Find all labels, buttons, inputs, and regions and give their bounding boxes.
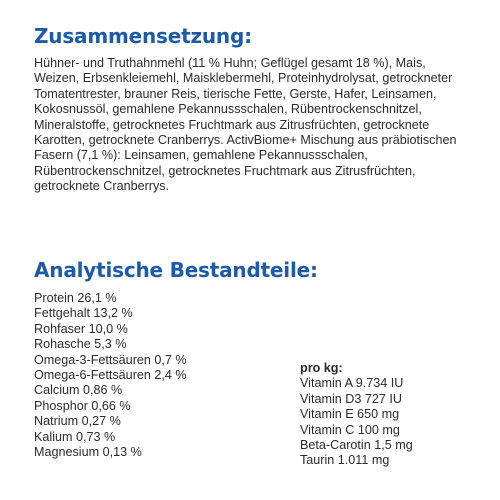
vitamin-item-e: Vitamin E 650 mg <box>300 407 400 422</box>
analytical-item-phosphorus: Phosphor 0,66 % <box>34 398 131 413</box>
composition-heading: Zusammensetzung: <box>34 24 252 48</box>
vitamin-item-taurine: Taurin 1.011 mg <box>300 453 390 468</box>
analytical-item-fat: Fettgehalt 13,2 % <box>34 306 133 321</box>
composition-text: Hühner- und Truthahnmehl (11 % Huhn; Geflügel gesamt 18 %), Mais, Weizen, Erbsenkleiemehl, Maisklebermehl, Proteinhydrolysat, getrockneter Tomatentrester, brauner Reis, tierische Fette, Gerste, Hafer, Leinsamen, Kokosnussöl, gemahlene Pekannussschalen, Rübentrockenschnitzel, Mineralstoffe, getrocknetes Fruchtmark aus Zitrusfrüchten, getrocknete Karotten, getrocknete Cranberrys. ActivBiome+ Mischung aus präbiotischen Fasern (7,1 %): Leinsamen, gemahlene Pekannussschalen, Rübentrockenschnitzel, getrocknetes Fruchtmark aus Zitrusfrüchten, getrocknete Cranberrys. <box>34 56 457 194</box>
vitamin-item-beta-carotene: Beta-Carotin 1,5 mg <box>300 438 413 453</box>
vitamin-item-c: Vitamin C 100 mg <box>300 422 400 437</box>
vitamin-item-a: Vitamin A 9.734 IU <box>300 376 404 391</box>
analytical-item-protein: Protein 26,1 % <box>34 291 117 305</box>
per-kg-label: pro kg: <box>300 361 343 375</box>
analytical-item-magnesium: Magnesium 0,13 % <box>34 445 142 460</box>
analytical-item-omega3: Omega-3-Fettsäuren 0,7 % <box>34 352 187 367</box>
analytical-list-left <box>34 291 187 460</box>
analytical-list-right <box>300 361 413 469</box>
analytical-item-calcium: Calcium 0,86 % <box>34 383 123 398</box>
analytical-item-ash: Rohasche 5,3 % <box>34 337 127 352</box>
analytical-item-fibre: Rohfaser 10,0 % <box>34 321 128 336</box>
vitamin-item-d3: Vitamin D3 727 IU <box>300 391 402 406</box>
analytical-item-omega6: Omega-6-Fettsäuren 2,4 % <box>34 368 187 383</box>
analytical-heading: Analytische Bestandteile: <box>34 258 318 282</box>
analytical-item-sodium: Natrium 0,27 % <box>34 414 121 429</box>
analytical-item-potassium: Kalium 0,73 % <box>34 429 116 444</box>
